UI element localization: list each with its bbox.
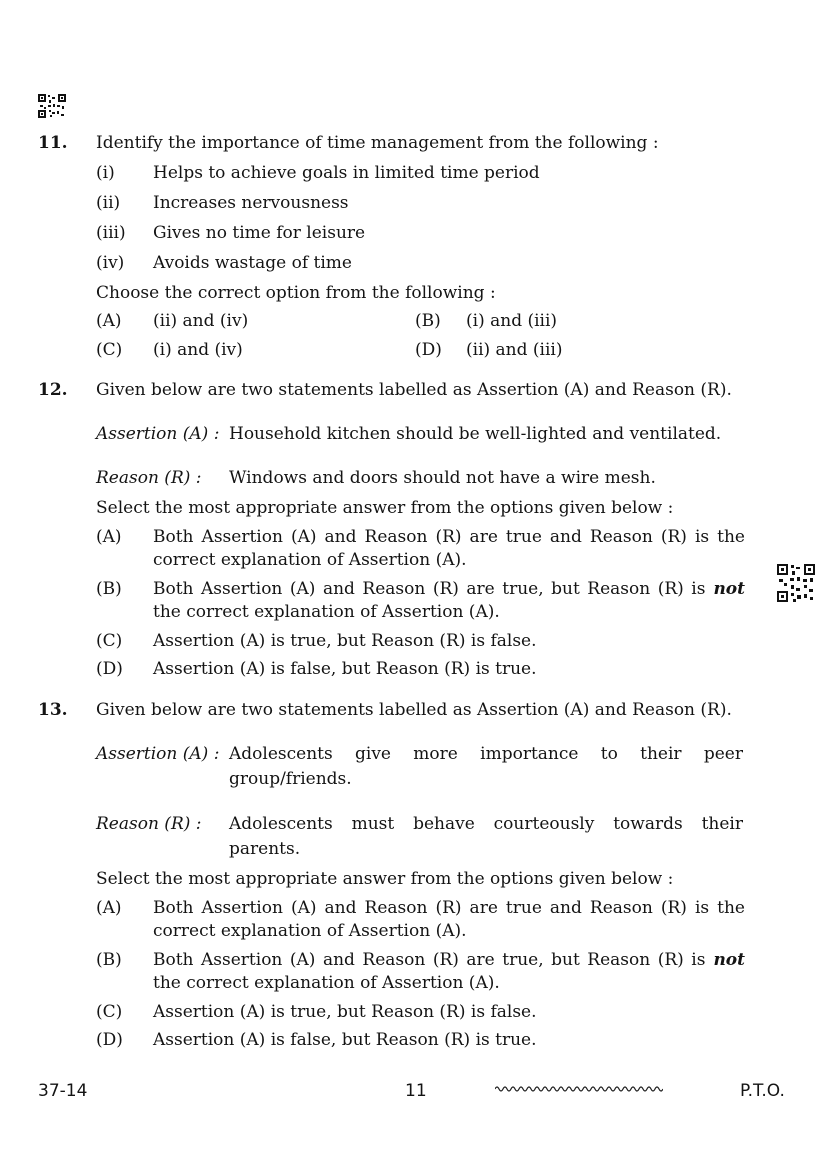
option-emphasis: not — [713, 579, 745, 599]
option-text: (i) and (iv) — [153, 340, 243, 360]
option-text-line — [153, 579, 745, 599]
option-text-line: Assertion (A) is true, but Reason (R) is false. — [153, 1002, 537, 1022]
option-text-line: Assertion (A) is false, but Reason (R) is true. — [153, 659, 537, 679]
question-number: 13. — [38, 700, 68, 720]
page-number: 11 — [405, 1081, 427, 1101]
option-label: (A) — [96, 898, 122, 918]
assertion-text-line: group/friends. — [229, 769, 352, 789]
option-label: (C) — [96, 1002, 123, 1022]
reason-text: Windows and doors should not have a wire mesh. — [229, 468, 656, 488]
item-label: (iv) — [96, 253, 125, 273]
option-text-line: the correct explanation of Assertion (A). — [153, 602, 500, 622]
option-label: (C) — [96, 631, 123, 651]
item-text: Gives no time for leisure — [153, 223, 366, 243]
option-text: (ii) and (iii) — [466, 340, 563, 360]
question-number: 12. — [38, 380, 68, 400]
item-text: Increases nervousness — [153, 193, 349, 213]
item-label: (i) — [96, 163, 115, 183]
option-text-line: Assertion (A) is true, but Reason (R) is false. — [153, 631, 537, 651]
question-number: 11. — [38, 133, 68, 153]
option-text-line — [153, 950, 745, 970]
reason-text-line: Adolescents must behave courteously towards their — [229, 814, 743, 834]
option-label: (D) — [96, 659, 123, 679]
reason-label: Reason (R) : — [96, 468, 202, 488]
option-label: (D) — [96, 1030, 123, 1050]
option-text: (i) and (iii) — [466, 311, 558, 331]
option-text-line-main: Both Assertion (A) and Reason (R) are true, but Reason (R) is — [153, 950, 706, 970]
item-label: (iii) — [96, 223, 126, 243]
reason-label: Reason (R) : — [96, 814, 202, 834]
instruction: Choose the correct option from the following : — [96, 283, 496, 303]
option-label: (B) — [96, 950, 122, 970]
question-stem: Given below are two statements labelled as Assertion (A) and Reason (R). — [96, 700, 732, 720]
assertion-label: Assertion (A) : — [96, 424, 220, 444]
option-text-line: Both Assertion (A) and Reason (R) are true and Reason (R) is the — [153, 527, 745, 547]
qr-code-icon — [38, 94, 66, 118]
item-text: Avoids wastage of time — [153, 253, 352, 273]
option-text-line: Assertion (A) is false, but Reason (R) is true. — [153, 1030, 537, 1050]
item-label: (ii) — [96, 193, 121, 213]
assertion-text: Household kitchen should be well-lighted and ventilated. — [229, 424, 722, 444]
option-label: (A) — [96, 311, 122, 331]
question-stem: Given below are two statements labelled as Assertion (A) and Reason (R). — [96, 380, 732, 400]
pto-label: P.T.O. — [740, 1081, 785, 1101]
option-text-line: correct explanation of Assertion (A). — [153, 921, 467, 941]
option-label: (D) — [415, 340, 442, 360]
option-text-line: Both Assertion (A) and Reason (R) are true and Reason (R) is the — [153, 898, 745, 918]
wavy-line-icon — [495, 1084, 663, 1094]
option-label: (C) — [96, 340, 123, 360]
option-label: (B) — [415, 311, 441, 331]
assertion-text-line: Adolescents give more importance to their peer — [229, 744, 743, 764]
assertion-label: Assertion (A) : — [96, 744, 220, 764]
option-text: (ii) and (iv) — [153, 311, 249, 331]
instruction: Select the most appropriate answer from the options given below : — [96, 498, 674, 518]
option-label: (B) — [96, 579, 122, 599]
paper-code: 37-14 — [38, 1081, 88, 1101]
instruction: Select the most appropriate answer from the options given below : — [96, 869, 674, 889]
reason-text-line: parents. — [229, 839, 301, 859]
option-emphasis: not — [713, 950, 745, 970]
qr-code-icon — [777, 564, 815, 602]
option-text-line: the correct explanation of Assertion (A). — [153, 973, 500, 993]
question-stem: Identify the importance of time management from the following : — [96, 133, 659, 153]
item-text: Helps to achieve goals in limited time period — [153, 163, 540, 183]
option-label: (A) — [96, 527, 122, 547]
option-text-line: correct explanation of Assertion (A). — [153, 550, 467, 570]
option-text-line-main: Both Assertion (A) and Reason (R) are true, but Reason (R) is — [153, 579, 706, 599]
